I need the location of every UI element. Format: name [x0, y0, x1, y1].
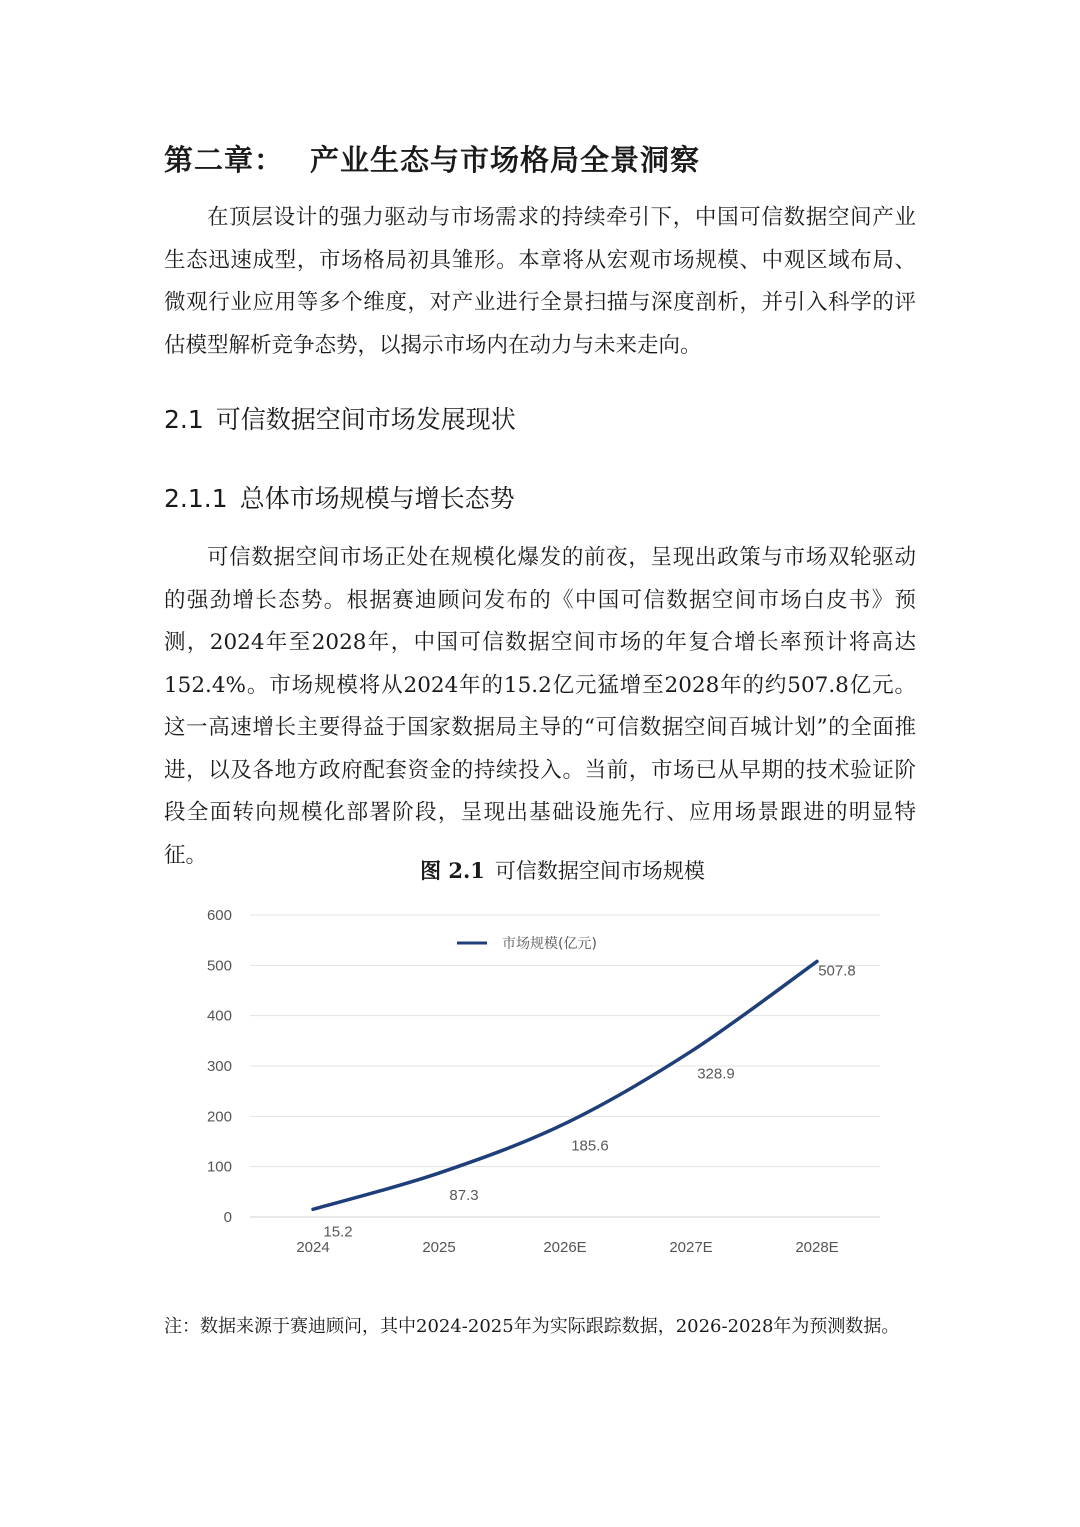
section-heading: [164, 400, 516, 436]
data-label: 507.8: [818, 962, 856, 980]
chapter-title: 产业生态与市场格局全景洞察: [310, 143, 701, 177]
data-label: 185.6: [571, 1137, 609, 1155]
subsection-title: 总体市场规模与增长态势: [239, 484, 515, 513]
figure-caption: [0, 855, 1080, 885]
figure-note: 注：数据来源于赛迪顾问，其中2024-2025年为实际跟踪数据，2026-2028年为预测数据。: [164, 1316, 900, 1337]
legend-label: 市场规模(亿元): [502, 936, 597, 952]
x-tick-label: 2028E: [795, 1239, 839, 1256]
body-paragraph: 可信数据空间市场正处在规模化爆发的前夜，呈现出政策与市场双轮驱动的强劲增长态势。根据赛迪顾问发布的《中国可信数据空间市场白皮书》预测，2024年至2028年，中国可信数据空间市场的年复合增长率预计将高达152.4%。市场规模将从2024年的15.2亿元猛增至2028年的约507.8亿元。这一高速增长主要得益于国家数据局主导的“可信数据空间百城计划”的全面推进，以及各地方政府配套资金的持续投入。当前，市场已从早期的技术验证阶段全面转向规模化部署阶段，呈现出基础设施先行、应用场景跟进的明显特征。: [164, 545, 916, 868]
intro-paragraph: 在顶层设计的强力驱动与市场需求的持续牵引下，中国可信数据空间产业生态迅速成型，市场格局初具雏形。本章将从宏观市场规模、中观区域布局、微观行业应用等多个维度，对产业进行全景扫描与深度剖析，并引入科学的评估模型解析竞争态势，以揭示市场内在动力与未来走向。: [164, 205, 916, 358]
figure-label: 图 2.1: [420, 858, 485, 883]
y-tick-label: 100: [206, 1158, 232, 1176]
data-label: 15.2: [323, 1223, 353, 1241]
figure-title: 可信数据空间市场规模: [494, 859, 705, 883]
y-tick-label: 400: [206, 1007, 232, 1025]
section-title: 可信数据空间市场发展现状: [215, 405, 516, 434]
data-label: 87.3: [449, 1187, 479, 1205]
y-tick-label: 500: [206, 957, 232, 975]
y-tick-label: 600: [206, 907, 232, 924]
y-tick-label: 0: [223, 1209, 232, 1226]
section-number: 2.1: [164, 405, 204, 434]
x-tick-label: 2025: [422, 1239, 456, 1256]
x-tick-label: 2027E: [669, 1239, 713, 1256]
x-tick-label: 2024: [296, 1239, 330, 1256]
market-size-line-chart: [180, 895, 900, 1270]
series-line: [313, 961, 817, 1209]
chapter-label: 第二章：: [164, 143, 285, 177]
y-tick-label: 300: [206, 1058, 232, 1075]
subsection-heading: [164, 479, 515, 515]
x-tick-label: 2026E: [543, 1239, 587, 1256]
data-label: 328.9: [697, 1065, 735, 1083]
subsection-number: 2.1.1: [164, 484, 228, 513]
chapter-heading: [164, 138, 924, 179]
y-tick-label: 200: [206, 1108, 232, 1126]
